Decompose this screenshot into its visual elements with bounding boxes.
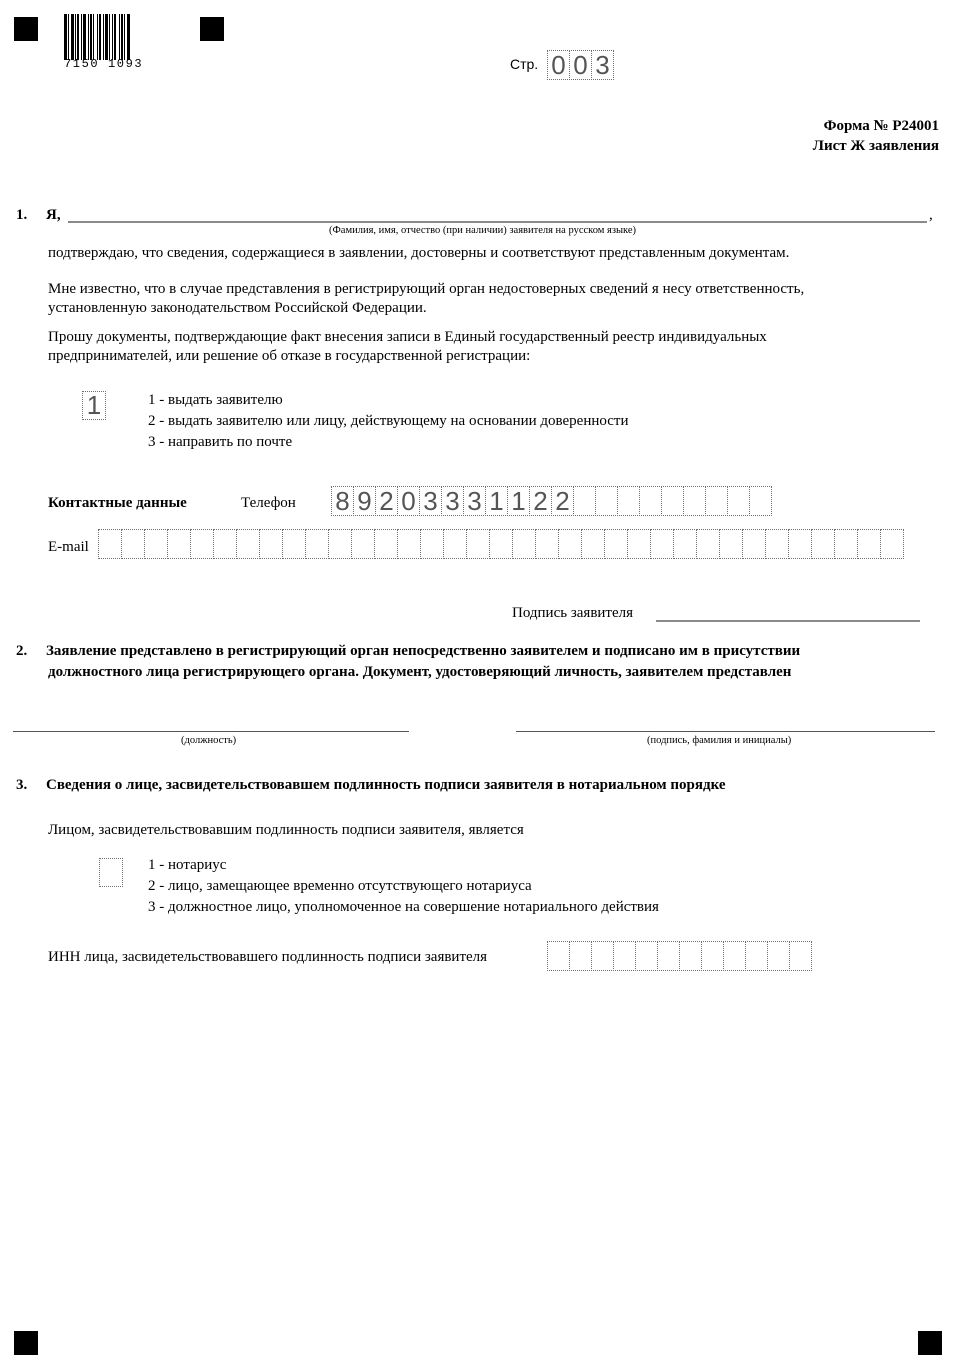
signature-label: Подпись заявителя (512, 605, 634, 621)
official-signature-line[interactable] (516, 731, 935, 732)
email-cell[interactable] (213, 529, 237, 559)
phone-cell[interactable]: 1 (485, 486, 508, 516)
corner-mark-top-right (200, 17, 224, 41)
confirmation-text: подтверждаю, что сведения, содержащиеся в заявлении, достоверны и соответствуют представленным документам. (48, 245, 790, 261)
phone-cell[interactable]: 8 (331, 486, 354, 516)
phone-cell[interactable]: 9 (353, 486, 376, 516)
delivery-option-1: 1 - выдать заявителю (148, 392, 283, 408)
email-cell[interactable] (489, 529, 513, 559)
inn-cell[interactable] (613, 941, 636, 971)
email-cell[interactable] (282, 529, 306, 559)
barcode-number: 7150 1093 (64, 57, 144, 71)
form-number: Форма № Р24001 (823, 118, 939, 134)
barcode-gap (130, 14, 131, 60)
email-cell[interactable] (696, 529, 720, 559)
email-cell[interactable] (719, 529, 743, 559)
corner-mark-bottom-left (14, 1331, 38, 1355)
inn-cell[interactable] (569, 941, 592, 971)
phone-cell[interactable] (573, 486, 596, 516)
corner-mark-bottom-right (918, 1331, 942, 1355)
inn-cell[interactable] (789, 941, 812, 971)
phone-cells[interactable] (331, 486, 771, 516)
phone-cell[interactable]: 3 (463, 486, 486, 516)
barcode (64, 14, 176, 60)
inn-cell[interactable] (679, 941, 702, 971)
email-cell[interactable] (857, 529, 881, 559)
page-number-cells (547, 50, 613, 80)
name-line-comma: , (929, 207, 933, 223)
responsibility-text-line2: установленную законодательством Российской Федерации. (48, 300, 427, 316)
inn-cell[interactable] (745, 941, 768, 971)
inn-cells[interactable] (547, 941, 811, 971)
witness-option-3: 3 - должностное лицо, уполномоченное на совершение нотариального действия (148, 899, 659, 915)
phone-cell[interactable] (661, 486, 684, 516)
phone-cell[interactable]: 2 (529, 486, 552, 516)
phone-cell[interactable]: 2 (551, 486, 574, 516)
witness-option-2: 2 - лицо, замещающее временно отсутствующего нотариуса (148, 878, 532, 894)
email-cell[interactable] (144, 529, 168, 559)
section2-number: 2. (16, 643, 28, 659)
inn-cell[interactable] (723, 941, 746, 971)
witness-choice-cell[interactable] (99, 858, 122, 887)
witness-choice-value[interactable] (99, 858, 123, 887)
applicant-signature-line[interactable] (656, 620, 920, 622)
section3-title: Сведения о лице, засвидетельствовавшем подлинность подписи заявителя в нотариальном порядке (46, 777, 726, 793)
phone-cell[interactable] (683, 486, 706, 516)
phone-label: Телефон (241, 495, 296, 511)
email-cell[interactable] (397, 529, 421, 559)
email-cell[interactable] (167, 529, 191, 559)
section3-number: 3. (16, 777, 28, 793)
phone-cell[interactable] (705, 486, 728, 516)
email-cell[interactable] (374, 529, 398, 559)
phone-cell[interactable]: 3 (441, 486, 464, 516)
email-cell[interactable] (420, 529, 444, 559)
email-cell[interactable] (765, 529, 789, 559)
phone-cell[interactable]: 1 (507, 486, 530, 516)
phone-cell[interactable] (595, 486, 618, 516)
responsibility-text-line1: Мне известно, что в случае представления в регистрирующий орган недостоверных сведений я несу ответственность, (48, 281, 805, 297)
contacts-label: Контактные данные (48, 495, 187, 511)
inn-cell[interactable] (591, 941, 614, 971)
phone-cell[interactable]: 0 (397, 486, 420, 516)
page-number-cell: 0 (547, 50, 570, 80)
email-cell[interactable] (811, 529, 835, 559)
section3-intro: Лицом, засвидетельствовавшим подлинность подписи заявителя, является (48, 822, 524, 838)
phone-cell[interactable] (617, 486, 640, 516)
official-position-line[interactable] (13, 731, 409, 732)
page-label: Стр. (510, 56, 539, 72)
page-number-cell: 0 (569, 50, 592, 80)
phone-cell[interactable] (727, 486, 750, 516)
witness-option-1: 1 - нотариус (148, 857, 227, 873)
request-text-line1: Прошу документы, подтверждающие факт внесения записи в Единый государственный реестр индивидуальных (48, 329, 767, 345)
phone-cell[interactable] (639, 486, 662, 516)
delivery-option-2: 2 - выдать заявителю или лицу, действующему на основании доверенности (148, 413, 629, 429)
email-cell[interactable] (627, 529, 651, 559)
email-cell[interactable] (604, 529, 628, 559)
inn-label: ИНН лица, засвидетельствовавшего подлинность подписи заявителя (48, 949, 488, 965)
email-cell[interactable] (512, 529, 536, 559)
email-label: E-mail (48, 539, 89, 555)
email-cell[interactable] (443, 529, 467, 559)
email-cell[interactable] (650, 529, 674, 559)
inn-cell[interactable] (635, 941, 658, 971)
request-text-line2: предпринимателей, или решение об отказе в государственной регистрации: (48, 348, 531, 364)
email-cell[interactable] (466, 529, 490, 559)
applicant-name-line[interactable] (68, 221, 927, 223)
email-cell[interactable] (558, 529, 582, 559)
name-caption: (Фамилия, имя, отчество (при наличии) заявителя на русском языке) (329, 225, 637, 236)
sheet-title: Лист Ж заявления (812, 138, 939, 154)
phone-cell[interactable] (749, 486, 772, 516)
position-caption: (должность) (181, 735, 237, 746)
inn-cell[interactable] (701, 941, 724, 971)
section2-text-line2: должностного лица регистрирующего органа. Документ, удостоверяющий личность, заявителем представлен (48, 664, 792, 680)
email-cell[interactable] (880, 529, 904, 559)
delivery-choice-value[interactable]: 1 (82, 391, 106, 420)
email-cell[interactable] (236, 529, 260, 559)
email-cell[interactable] (190, 529, 214, 559)
inn-cell[interactable] (767, 941, 790, 971)
inn-cell[interactable] (547, 941, 570, 971)
email-cell[interactable] (535, 529, 559, 559)
delivery-choice-cell[interactable] (82, 391, 105, 420)
email-cell[interactable] (98, 529, 122, 559)
email-cell[interactable] (328, 529, 352, 559)
email-cell[interactable] (673, 529, 697, 559)
inn-cell[interactable] (657, 941, 680, 971)
email-cell[interactable] (305, 529, 329, 559)
phone-cell[interactable]: 3 (419, 486, 442, 516)
email-cell[interactable] (581, 529, 605, 559)
email-cell[interactable] (351, 529, 375, 559)
delivery-option-3: 3 - направить по почте (148, 434, 293, 450)
phone-cell[interactable]: 2 (375, 486, 398, 516)
signature-caption: (подпись, фамилия и инициалы) (647, 735, 792, 746)
section2-text-line1: Заявление представлено в регистрирующий орган непосредственно заявителем и подписано им в присутствии (46, 643, 801, 659)
section1-intro: Я, (46, 207, 61, 223)
email-cell[interactable] (834, 529, 858, 559)
email-cell[interactable] (788, 529, 812, 559)
email-cell[interactable] (742, 529, 766, 559)
page-number-cell: 3 (591, 50, 614, 80)
email-cell[interactable] (121, 529, 145, 559)
section1-number: 1. (16, 207, 28, 223)
corner-mark-top-left (14, 17, 38, 41)
email-cell[interactable] (259, 529, 283, 559)
email-cells[interactable] (98, 529, 903, 559)
